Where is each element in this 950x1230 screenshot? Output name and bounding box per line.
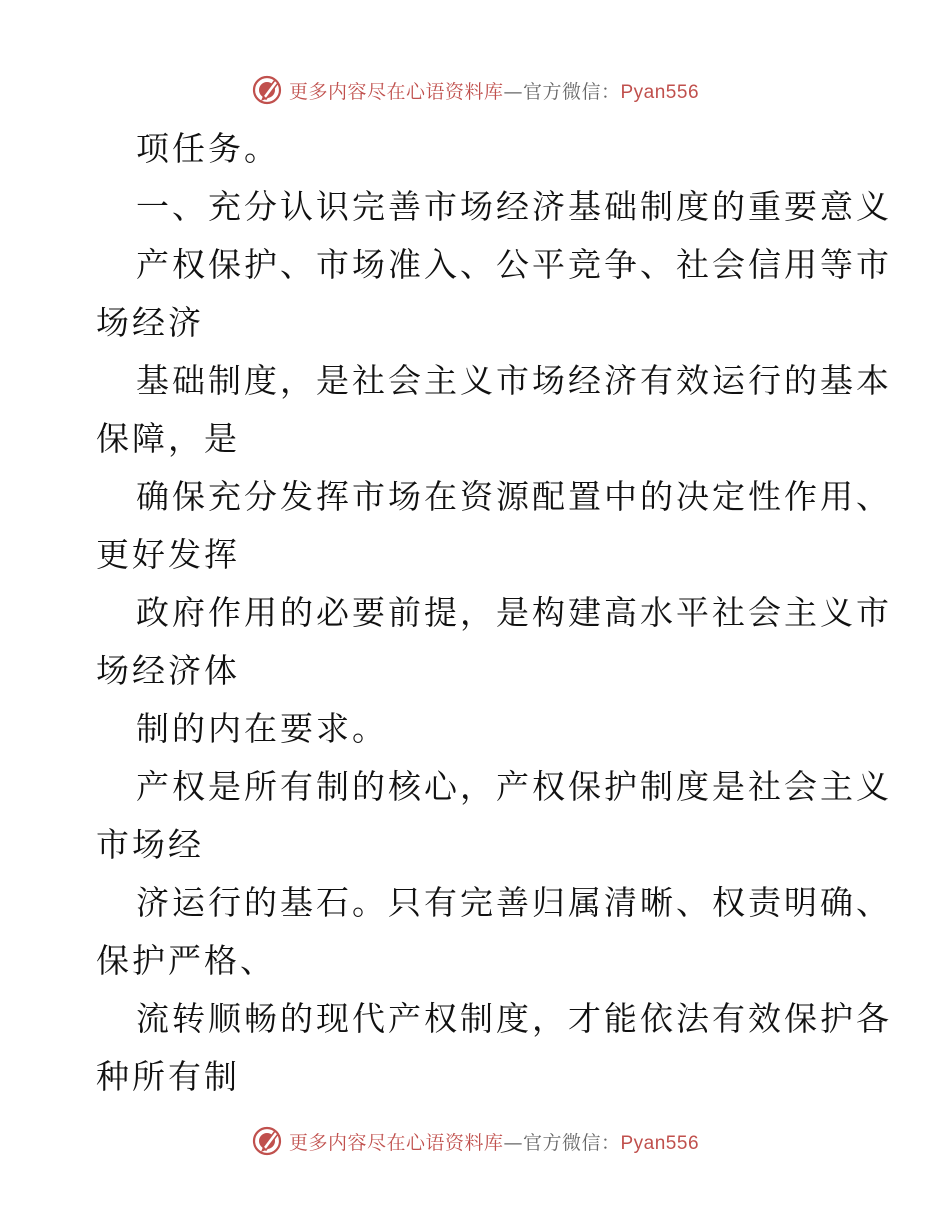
text-line: 保护严格、 [96,941,276,980]
text-line: 济运行的基石。只有完善归属清晰、权责明确、 [136,883,892,922]
text-line: 产权保护、市场准入、公平竞争、社会信用等市 [136,245,892,284]
watermark-wechat-id: Pyan556 [620,81,700,103]
text-line: 场经济体 [96,651,240,690]
header-watermark [0,70,950,110]
watermark-text [289,1128,699,1155]
text-line: 市场经 [96,825,204,864]
watermark-wechat-id: Pyan556 [620,1132,700,1154]
pen-logo-icon [251,1125,283,1157]
watermark-dash: — [503,1131,523,1154]
pen-logo-icon [251,74,283,106]
section-heading: 一、充分认识完善市场经济基础制度的重要意义 [136,187,892,226]
text-line: 保障，是 [96,419,240,458]
document-body [96,120,892,1106]
text-line: 项任务。 [136,129,280,168]
footer-watermark [0,1121,950,1161]
text-line: 更好发挥 [96,535,240,574]
watermark-dash: — [503,80,523,103]
text-line: 制的内在要求。 [136,709,388,748]
watermark-site: 更多内容尽在心语资料库 [288,80,504,103]
text-line: 种所有制 [96,1057,240,1096]
text-line: 政府作用的必要前提，是构建高水平社会主义市 [136,593,892,632]
watermark-text [289,77,699,104]
watermark-official: 官方微信： [522,80,621,103]
text-line: 基础制度，是社会主义市场经济有效运行的基本 [136,361,892,400]
watermark-site: 更多内容尽在心语资料库 [288,1131,504,1154]
text-line: 场经济 [96,303,204,342]
text-line: 流转顺畅的现代产权制度，才能依法有效保护各 [136,999,892,1038]
watermark-official: 官方微信： [522,1131,621,1154]
text-line: 产权是所有制的核心，产权保护制度是社会主义 [136,767,892,806]
text-line: 确保充分发挥市场在资源配置中的决定性作用、 [136,477,892,516]
